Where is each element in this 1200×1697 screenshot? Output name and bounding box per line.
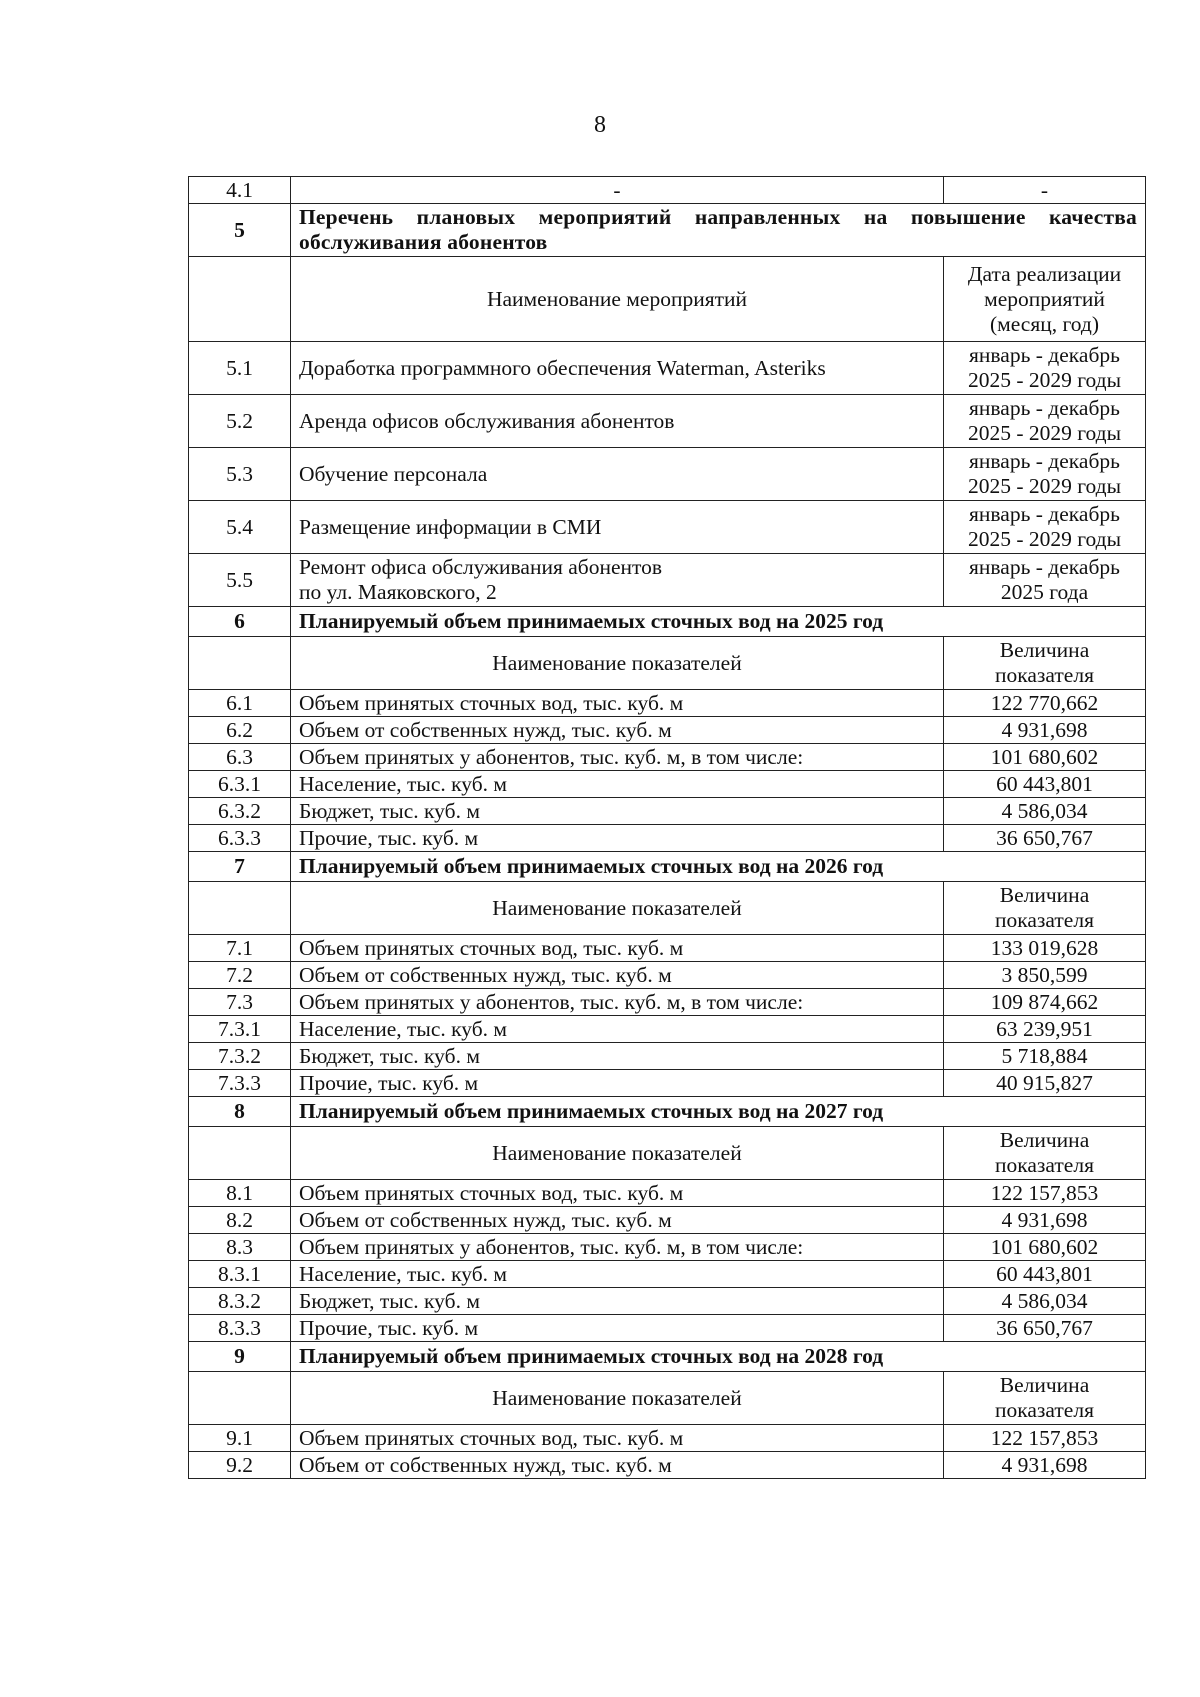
value-line: 2025 - 2029 годы (967, 368, 1122, 392)
section-number: 9 (189, 1342, 291, 1372)
table-row (189, 342, 1146, 395)
table-row (189, 690, 1146, 717)
row-name: Население, тыс. куб. м (291, 1261, 944, 1288)
row-name: Население, тыс. куб. м (291, 771, 944, 798)
column-header-name: Наименование показателей (291, 1372, 944, 1425)
row-number: 7.3.3 (189, 1070, 291, 1097)
row-number: 8.1 (189, 1180, 291, 1207)
table-row (189, 554, 1146, 607)
table-row (189, 935, 1146, 962)
table-row (189, 825, 1146, 852)
column-header-row (189, 637, 1146, 690)
row-name: Объем от собственных нужд, тыс. куб. м (291, 1207, 944, 1234)
row-value: 122 157,853 (944, 1180, 1146, 1207)
row-name: Объем принятых у абонентов, тыс. куб. м, в том числе: (291, 1234, 944, 1261)
row-value: 4 931,698 (944, 1207, 1146, 1234)
row-number: 5.3 (189, 448, 291, 501)
row-number: 6.3 (189, 744, 291, 771)
row-number: 8.3.3 (189, 1315, 291, 1342)
row-number: 6.3.1 (189, 771, 291, 798)
table-row (189, 448, 1146, 501)
row-value (944, 554, 1146, 607)
row-number: 6.2 (189, 717, 291, 744)
row-name: Бюджет, тыс. куб. м (291, 798, 944, 825)
row-name: Прочие, тыс. куб. м (291, 1070, 944, 1097)
row-value: 3 850,599 (944, 962, 1146, 989)
row-name: Объем принятых у абонентов, тыс. куб. м, в том числе: (291, 744, 944, 771)
row-number: 5.2 (189, 395, 291, 448)
section-number: 7 (189, 852, 291, 882)
row-number: 7.2 (189, 962, 291, 989)
row-name: Размещение информации в СМИ (291, 501, 944, 554)
row-name: Объем принятых сточных вод, тыс. куб. м (291, 935, 944, 962)
section-header-row (189, 1097, 1146, 1127)
row-name: Объем принятых у абонентов, тыс. куб. м, в том числе: (291, 989, 944, 1016)
row-value: 101 680,602 (944, 1234, 1146, 1261)
section-title: Перечень плановых мероприятий направленных на повышение качества обслуживания абонентов (291, 204, 1146, 257)
row-value: 5 718,884 (944, 1043, 1146, 1070)
row-name (291, 554, 944, 607)
table-row (189, 1425, 1146, 1452)
row-value: 4 931,698 (944, 1452, 1146, 1479)
value-line: 2025 - 2029 годы (967, 474, 1122, 498)
table-row (189, 1261, 1146, 1288)
row-value: 60 443,801 (944, 1261, 1146, 1288)
row-name: Бюджет, тыс. куб. м (291, 1043, 944, 1070)
table-row (189, 717, 1146, 744)
row-name: Объем от собственных нужд, тыс. куб. м (291, 962, 944, 989)
row-name: - (291, 177, 944, 204)
section-number: 6 (189, 607, 291, 637)
column-header-value (944, 1372, 1146, 1425)
header-line: Величина (999, 1373, 1090, 1397)
header-line: Величина (999, 1128, 1090, 1152)
row-name: Прочие, тыс. куб. м (291, 825, 944, 852)
section-number: 8 (189, 1097, 291, 1127)
section-title: Планируемый объем принимаемых сточных вод на 2028 год (291, 1342, 1146, 1372)
row-number: 9.2 (189, 1452, 291, 1479)
row-value: 36 650,767 (944, 1315, 1146, 1342)
row-value: 133 019,628 (944, 935, 1146, 962)
row-number: 9.1 (189, 1425, 291, 1452)
row-name: Прочие, тыс. куб. м (291, 1315, 944, 1342)
empty-cell (189, 882, 291, 935)
row-number: 4.1 (189, 177, 291, 204)
row-number: 8.3 (189, 1234, 291, 1261)
row-value: 4 586,034 (944, 1288, 1146, 1315)
table-row (189, 744, 1146, 771)
table-row (189, 1234, 1146, 1261)
section-number: 5 (189, 204, 291, 257)
header-line: показателя (995, 908, 1094, 932)
row-name: Объем от собственных нужд, тыс. куб. м (291, 1452, 944, 1479)
section-header-row (189, 1342, 1146, 1372)
section-header-row (189, 607, 1146, 637)
table-row (189, 962, 1146, 989)
row-value: 4 931,698 (944, 717, 1146, 744)
table-row (189, 177, 1146, 204)
section-header-row (189, 852, 1146, 882)
header-line: показателя (995, 1153, 1094, 1177)
column-header-value (944, 882, 1146, 935)
row-number: 8.2 (189, 1207, 291, 1234)
value-line: январь - декабрь (969, 449, 1120, 473)
name-line: Ремонт офиса обслуживания абонентов (299, 555, 663, 579)
header-line: Величина (999, 883, 1090, 907)
column-header-row (189, 882, 1146, 935)
column-header-value (944, 637, 1146, 690)
row-value: 4 586,034 (944, 798, 1146, 825)
row-value: 36 650,767 (944, 825, 1146, 852)
table-row (189, 989, 1146, 1016)
value-line: январь - декабрь (969, 396, 1120, 420)
table-row (189, 1070, 1146, 1097)
value-line: 2025 - 2029 годы (967, 421, 1122, 445)
row-value (944, 501, 1146, 554)
table-row (189, 395, 1146, 448)
row-value: 101 680,602 (944, 744, 1146, 771)
page-number: 8 (594, 112, 606, 138)
table-row (189, 771, 1146, 798)
table-row (189, 1207, 1146, 1234)
row-number: 6.3.3 (189, 825, 291, 852)
row-number: 5.1 (189, 342, 291, 395)
column-header-row (189, 257, 1146, 342)
empty-cell (189, 1372, 291, 1425)
row-value: 122 770,662 (944, 690, 1146, 717)
table-row (189, 1452, 1146, 1479)
header-line: показателя (995, 1398, 1094, 1422)
column-header-row (189, 1127, 1146, 1180)
table-row (189, 1315, 1146, 1342)
value-line: 2025 года (1000, 580, 1089, 604)
section-header-row (189, 204, 1146, 257)
row-value: 63 239,951 (944, 1016, 1146, 1043)
row-name: Аренда офисов обслуживания абонентов (291, 395, 944, 448)
table-row (189, 798, 1146, 825)
empty-cell (189, 1127, 291, 1180)
header-line: Величина (999, 638, 1090, 662)
row-name: Доработка программного обеспечения Waterman, Asteriks (291, 342, 944, 395)
row-number: 7.3.2 (189, 1043, 291, 1070)
row-number: 8.3.2 (189, 1288, 291, 1315)
column-header-name: Наименование мероприятий (291, 257, 944, 342)
value-line: январь - декабрь (969, 502, 1120, 526)
name-line: по ул. Маяковского, 2 (299, 580, 497, 604)
column-header-name: Наименование показателей (291, 637, 944, 690)
row-number: 7.1 (189, 935, 291, 962)
row-number: 6.3.2 (189, 798, 291, 825)
row-name: Объем от собственных нужд, тыс. куб. м (291, 717, 944, 744)
empty-cell (189, 257, 291, 342)
row-value: 60 443,801 (944, 771, 1146, 798)
table-row (189, 1180, 1146, 1207)
row-value: - (944, 177, 1146, 204)
row-value (944, 395, 1146, 448)
row-value: 109 874,662 (944, 989, 1146, 1016)
row-number: 6.1 (189, 690, 291, 717)
row-name: Объем принятых сточных вод, тыс. куб. м (291, 1180, 944, 1207)
table-row (189, 1043, 1146, 1070)
row-name: Население, тыс. куб. м (291, 1016, 944, 1043)
row-name: Объем принятых сточных вод, тыс. куб. м (291, 1425, 944, 1452)
value-line: январь - декабрь (969, 343, 1120, 367)
column-header-row (189, 1372, 1146, 1425)
column-header-value: Дата реализации мероприятий (месяц, год) (944, 257, 1146, 342)
column-header-name: Наименование показателей (291, 882, 944, 935)
row-name: Объем принятых сточных вод, тыс. куб. м (291, 690, 944, 717)
empty-cell (189, 637, 291, 690)
table-row (189, 1288, 1146, 1315)
table-row (189, 1016, 1146, 1043)
row-number: 8.3.1 (189, 1261, 291, 1288)
document-table (188, 176, 1146, 1479)
row-value (944, 448, 1146, 501)
column-header-value (944, 1127, 1146, 1180)
row-number: 7.3.1 (189, 1016, 291, 1043)
table-row (189, 501, 1146, 554)
value-line: 2025 - 2029 годы (967, 527, 1122, 551)
row-value: 122 157,853 (944, 1425, 1146, 1452)
row-number: 5.4 (189, 501, 291, 554)
row-value: 40 915,827 (944, 1070, 1146, 1097)
section-title: Планируемый объем принимаемых сточных вод на 2027 год (291, 1097, 1146, 1127)
row-name: Бюджет, тыс. куб. м (291, 1288, 944, 1315)
section-title: Планируемый объем принимаемых сточных вод на 2026 год (291, 852, 1146, 882)
section-title: Планируемый объем принимаемых сточных вод на 2025 год (291, 607, 1146, 637)
row-number: 5.5 (189, 554, 291, 607)
column-header-name: Наименование показателей (291, 1127, 944, 1180)
row-value (944, 342, 1146, 395)
row-name: Обучение персонала (291, 448, 944, 501)
value-line: январь - декабрь (969, 555, 1120, 579)
header-line: показателя (995, 663, 1094, 687)
row-number: 7.3 (189, 989, 291, 1016)
